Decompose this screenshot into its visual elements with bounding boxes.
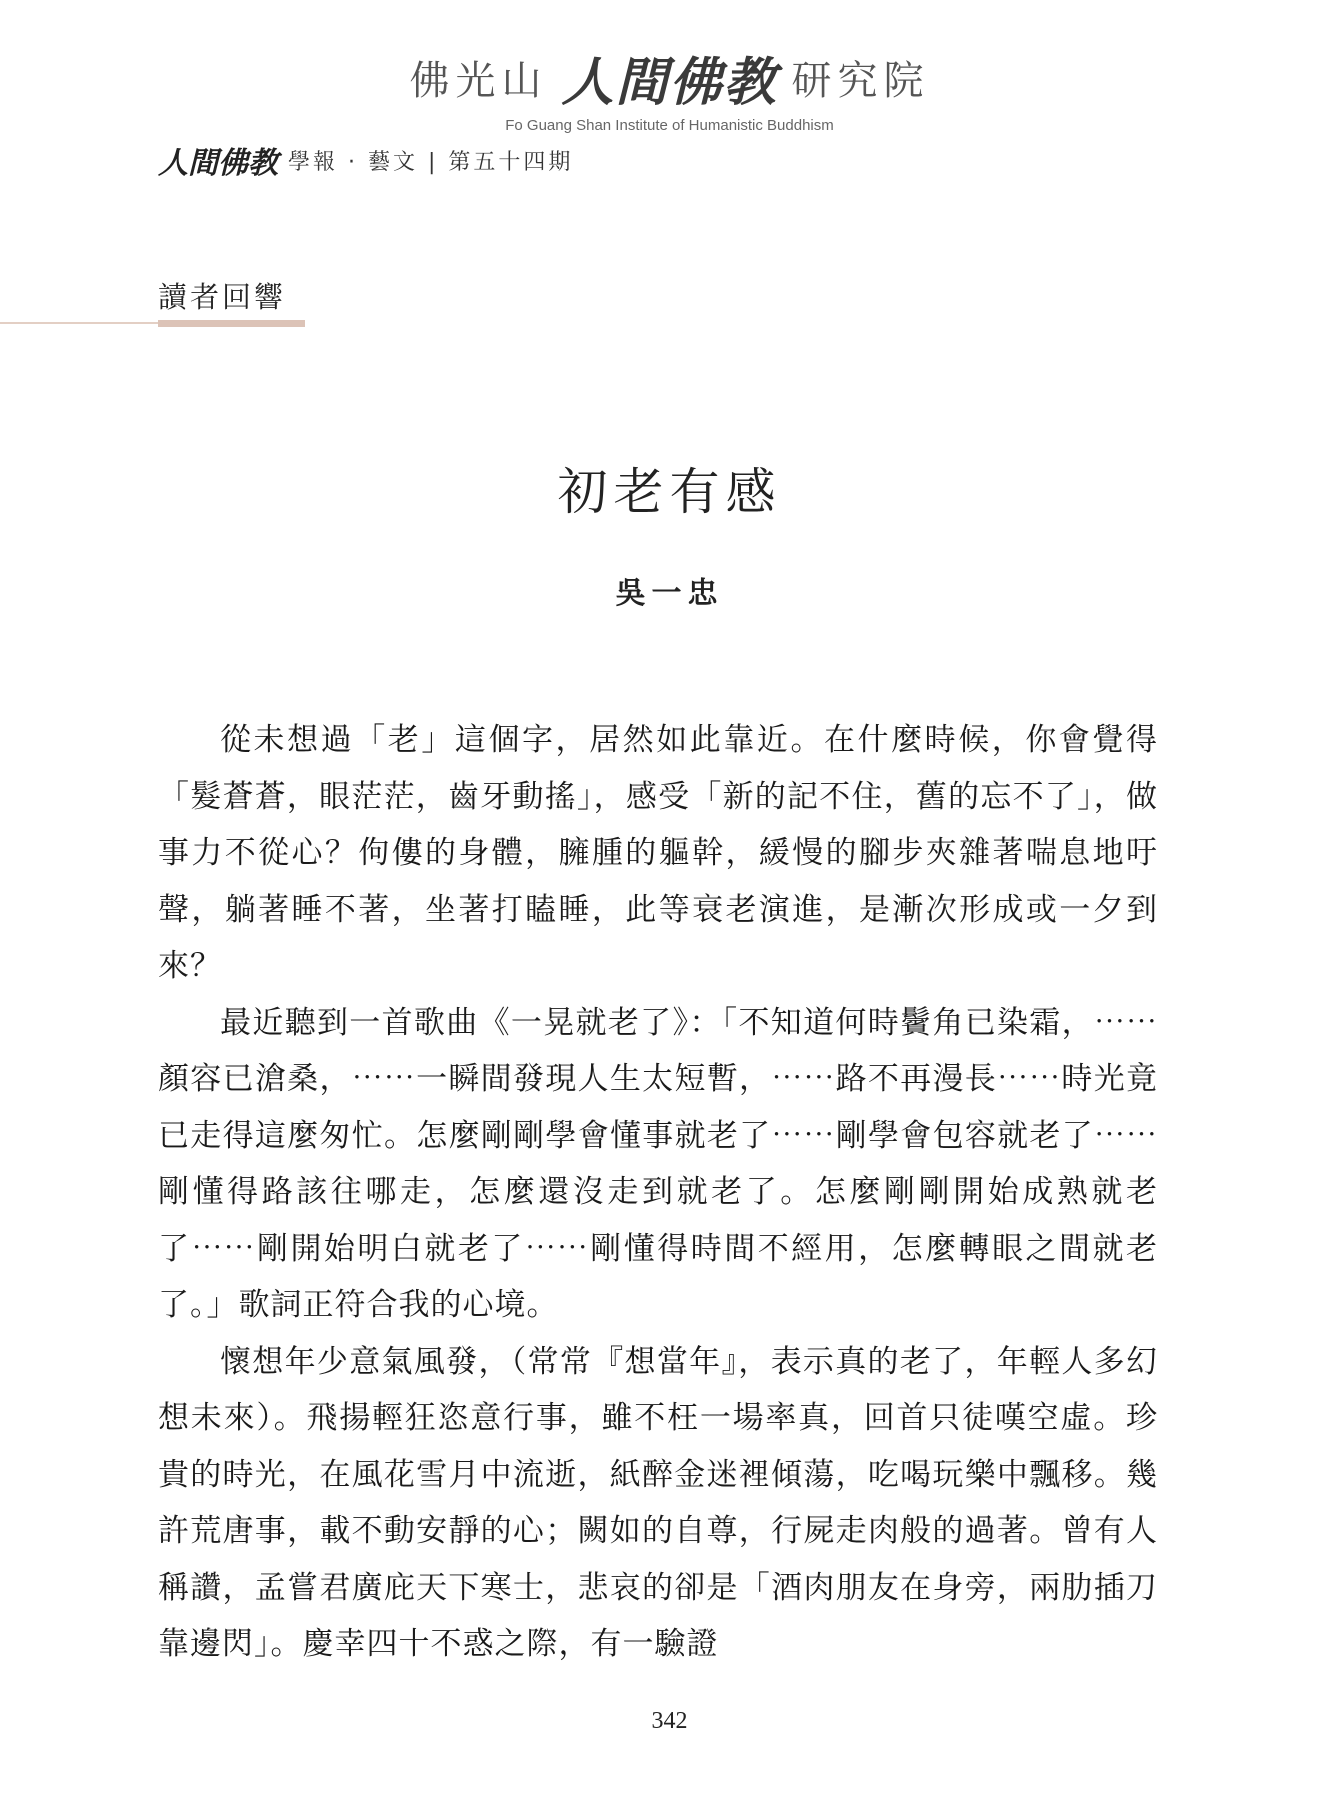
institute-name-brand: 人間佛教	[561, 52, 778, 113]
institute-name-right: 研究院	[791, 58, 930, 104]
section-label: 讀者回響	[158, 280, 287, 314]
institute-name-left: 佛光山	[409, 58, 548, 104]
page-number: 342	[651, 1708, 688, 1734]
article-body	[158, 712, 1158, 1673]
article-author: 吳一忠	[615, 576, 724, 611]
article-title: 初老有感	[557, 463, 782, 521]
institute-masthead	[0, 40, 1339, 134]
journal-header	[158, 138, 573, 182]
paragraph: 從未想過「老」這個字，居然如此靠近。在什麼時候，你會覺得「髮蒼蒼，眼茫茫，齒牙動搖」，感受「新的記不住，舊的忘不了」，做事力不從心？佝僂的身體，臃腫的軀幹，緩慢的腳步夾雜著喘息地吁聲，躺著睡不著，坐著打瞌睡，此等衰老演進，是漸次形成或一夕到來？	[158, 722, 1158, 984]
institute-logo	[409, 40, 929, 115]
paragraph: 懷想年少意氣風發，（常常『想當年』，表示真的老了，年輕人多幻想未來）。飛揚輕狂恣意行事，雖不枉一場率真，回首只徒嘆空虛。珍貴的時光，在風花雪月中流逝，紙醉金迷裡傾蕩，吃喝玩樂中飄移。幾許荒唐事，載不動安靜的心；闕如的自尊，行屍走肉般的過著。曾有人稱讚，孟嘗君廣庇天下寒士，悲哀的卻是「酒肉朋友在身旁，兩肋插刀靠邊閃」。慶幸四十不惑之際，有一驗證	[158, 1343, 1158, 1662]
journal-logo: 人間佛教	[158, 146, 278, 181]
institute-english-name: Fo Guang Shan Institute of Humanistic Buddhism	[505, 117, 834, 134]
paragraph: 最近聽到一首歌曲《一晃就老了》：「不知道何時鬢角已染霜，⋯⋯顏容已滄桑，⋯⋯一瞬間發現人生太短暫，⋯⋯路不再漫長⋯⋯時光竟已走得這麼匆忙。怎麼剛剛學會懂事就老了⋯⋯剛學會包容就老了⋯⋯剛懂得路該往哪走，怎麼還沒走到就老了。怎麼剛剛開始成熟就老了⋯⋯剛開始明白就老了⋯⋯剛懂得時間不經用，怎麼轉眼之間就老了。」歌詞正符合我的心境。	[158, 1004, 1158, 1323]
journal-info: 學報 · 藝文 | 第五十四期	[288, 149, 574, 175]
section-underline	[158, 320, 305, 327]
